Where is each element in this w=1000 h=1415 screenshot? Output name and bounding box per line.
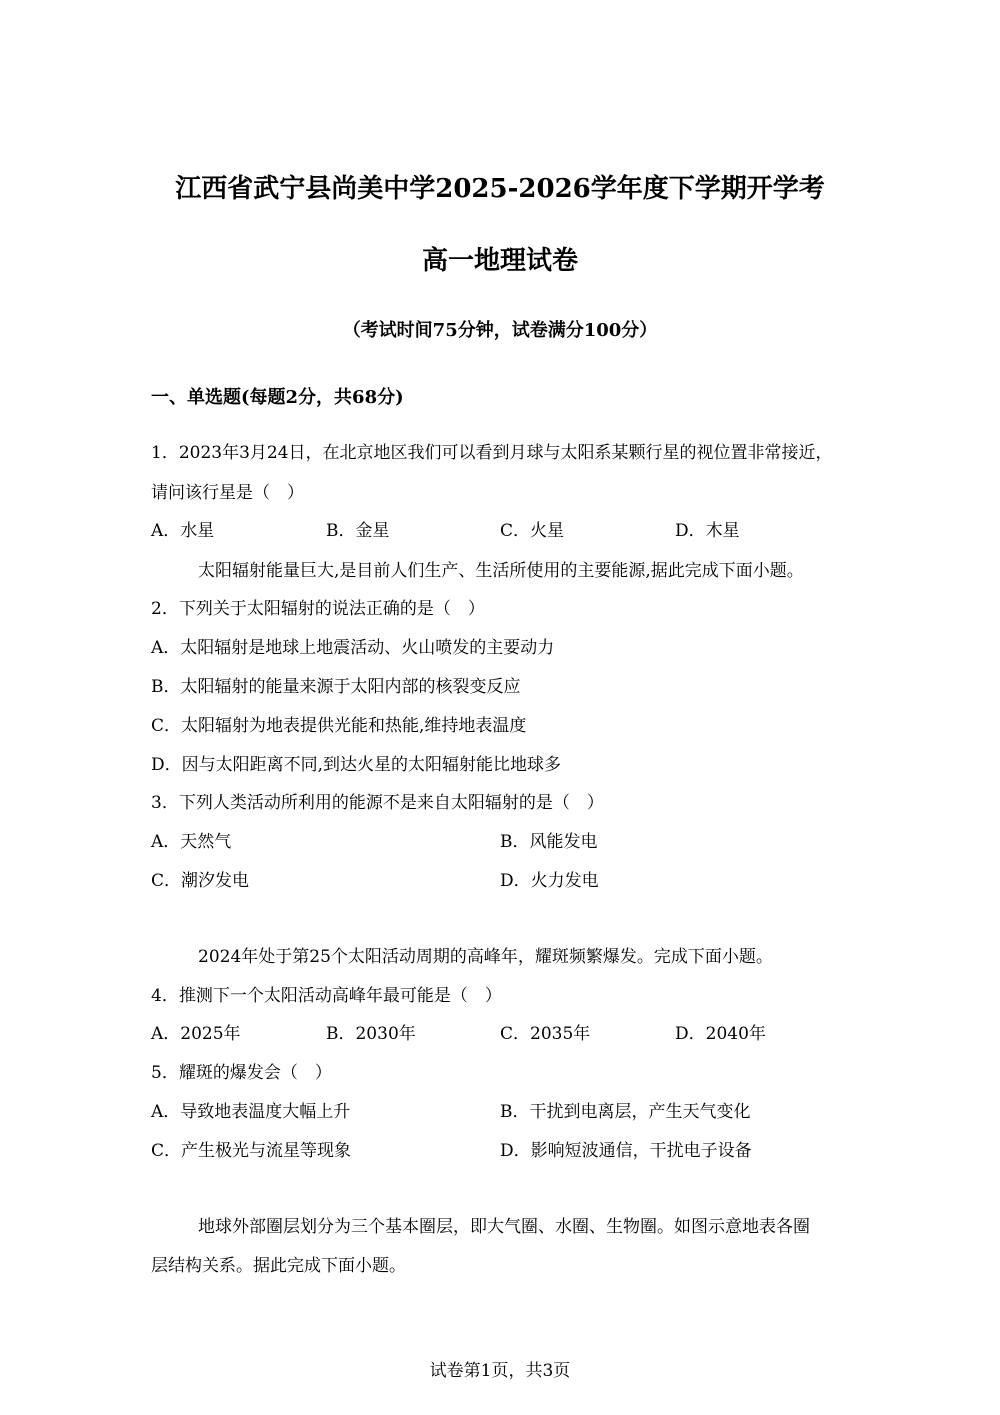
question-3-option-d: D．火力发电 [500, 871, 599, 891]
question-4-stem: 4．推测下一个太阳活动高峰年最可能是（ ） [151, 986, 502, 1006]
question-5-option-a: A．导致地表温度大幅上升 [151, 1102, 351, 1122]
question-1-option-d: D．木星 [675, 521, 740, 541]
page-footer: 试卷第1页，共3页 [429, 1361, 571, 1381]
material-2: 2024年处于第25个太阳活动周期的高峰年，耀斑频繁爆发。完成下面小题。 [198, 947, 773, 967]
section-heading: 一、单选题(每题2分，共68分) [151, 387, 404, 408]
question-3-stem: 3．下列人类活动所利用的能源不是来自太阳辐射的是（ ） [151, 793, 604, 813]
question-5-option-d: D．影响短波通信，干扰电子设备 [500, 1141, 752, 1161]
question-2-option-d: D．因与太阳距离不同,到达火星的太阳辐射能比地球多 [151, 755, 562, 775]
question-5-stem: 5．耀斑的爆发会（ ） [151, 1063, 332, 1083]
question-1-stem-cont: 请问该行星是（ ） [151, 483, 304, 503]
question-4-option-c: C．2035年 [500, 1024, 591, 1044]
question-4-option-a: A．2025年 [151, 1024, 241, 1044]
question-4-option-b: B．2030年 [326, 1024, 416, 1044]
question-2-stem: 2．下列关于太阳辐射的说法正确的是（ ） [151, 599, 485, 619]
exam-subtitle: 高一地理试卷 [421, 246, 578, 276]
material-3: 地球外部圈层划分为三个基本圈层，即大气圈、水圈、生物圈。如图示意地表各圈 [198, 1217, 810, 1237]
material-3-cont: 层结构关系。据此完成下面小题。 [151, 1256, 406, 1276]
question-1-option-a: A．水星 [151, 521, 215, 541]
question-2-option-b: B．太阳辐射的能量来源于太阳内部的核裂变反应 [151, 677, 521, 697]
exam-info: （考试时间75分钟，试卷满分100分） [342, 320, 658, 341]
question-1-option-b: B．金星 [326, 521, 390, 541]
question-1-option-c: C．火星 [500, 521, 565, 541]
question-4-option-d: D．2040年 [675, 1024, 766, 1044]
exam-title: 江西省武宁县尚美中学2025-2026学年度下学期开学考 [175, 174, 825, 204]
question-3-option-c: C．潮汐发电 [151, 871, 250, 891]
question-5-option-b: B．干扰到电离层，产生天气变化 [500, 1102, 751, 1122]
question-2-option-c: C．太阳辐射为地表提供光能和热能,维持地表温度 [151, 716, 527, 736]
material-1: 太阳辐射能量巨大,是目前人们生产、生活所使用的主要能源,据此完成下面小题。 [198, 561, 804, 581]
question-5-option-c: C．产生极光与流星等现象 [151, 1141, 352, 1161]
question-3-option-a: A．天然气 [151, 832, 232, 852]
question-3-option-b: B．风能发电 [500, 832, 598, 852]
question-1-stem: 1．2023年3月24日，在北京地区我们可以看到月球与太阳系某颗行星的视位置非常接近， [151, 443, 833, 463]
question-2-option-a: A．太阳辐射是地球上地震活动、火山喷发的主要动力 [151, 638, 555, 658]
